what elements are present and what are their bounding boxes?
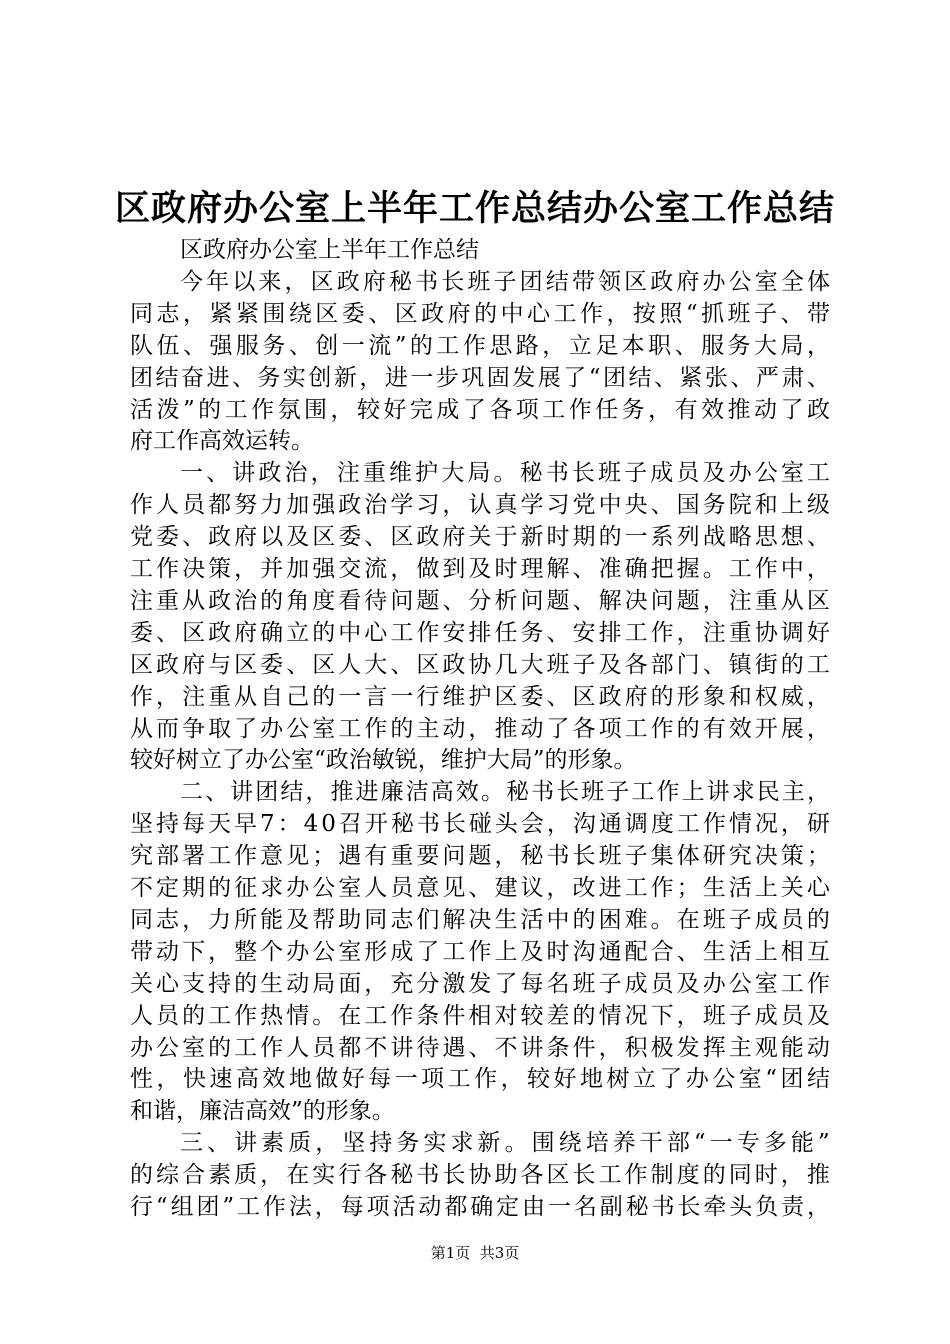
body-text-line: 的 综 合 素 质 ， 在 实 行 各 秘 书 长 协 助 各 区 长 工 作 制 度 的 同 时 ， 推 — [130, 1162, 830, 1188]
body-text-line: 同 志 ， 力 所 能 及 帮 助 同 志 们 解 决 生 活 中 的 困 难 。 在 班 子 成 员 的 — [130, 907, 830, 933]
body-text-line: 二 、 讲 团 结 ， 推 进 廉 洁 高 效 。 秘 书 长 班 子 工 作 上 讲 求 民 主 ， — [180, 779, 830, 805]
body-text-line: 三 、 讲 素 质 ， 坚 持 务 实 求 新 。 围 绕 培 养 干 部 “ 一 专 多 能 ” — [180, 1130, 830, 1156]
body-text-line: 区政府办公室上半年工作总结 — [180, 237, 479, 263]
body-text-line: 活 泼 ” 的 工 作 氛 围 ， 较 好 完 成 了 各 项 工 作 任 务 ， 有 效 推 动 了 政 — [130, 397, 830, 423]
body-text-line: 带 动 下 ， 整 个 办 公 室 形 成 了 工 作 上 及 时 沟 通 配 合 、 生 活 上 相 互 — [130, 939, 830, 965]
document-title: 区政府办公室上半年工作总结办公室工作总结 — [114, 188, 835, 229]
body-text-line: 委 、 区 政 府 确 立 的 中 心 工 作 安 排 任 务 、 安 排 工 作 ， 注 重 协 调 好 — [130, 620, 830, 646]
body-text-line: 工 作 决 策 ， 并 加 强 交 流 ， 做 到 及 时 理 解 、 准 确 把 握 。 工 作 中 ， — [130, 556, 830, 582]
body-text-line: 办 公 室 的 工 作 人 员 都 不 讲 待 遇 、 不 讲 条 件 ， 积 极 发 挥 主 观 能 动 — [130, 1035, 830, 1061]
body-text-line: 同 志 ， 紧 紧 围 绕 区 委 、 区 政 府 的 中 心 工 作 ， 按 照 “ 抓 班 子 、 带 — [130, 301, 830, 327]
body-text-line: 坚 持 每 天 早 7 ： 4 0 召 开 秘 书 长 碰 头 会 ， 沟 通 调 度 工 作 情 况 ， 研 — [130, 811, 830, 837]
body-text-line: 性 ， 快 速 高 效 地 做 好 每 一 项 工 作 ， 较 好 地 树 立 了 办 公 室 “ 团 结 — [130, 1066, 830, 1092]
body-text-line: 较好树立了办公室“政治敏锐，维护大局”的形象。 — [130, 747, 637, 773]
body-text-line: 关 心 支 持 的 生 动 局 面 ， 充 分 激 发 了 每 名 班 子 成 员 及 办 公 室 工 作 — [130, 971, 830, 997]
body-text-line: 作 人 员 都 努 力 加 强 政 治 学 习 ， 认 真 学 习 党 中 央 、 国 务 院 和 上 级 — [130, 492, 830, 518]
page-footer: 第1页 共3页 — [430, 1244, 520, 1262]
body-text-line: 人 员 的 工 作 热 情 。 在 工 作 条 件 相 对 较 差 的 情 况 下 ， 班 子 成 员 及 — [130, 1003, 830, 1029]
body-text-line: 从 而 争 取 了 办 公 室 工 作 的 主 动 ， 推 动 了 各 项 工 作 的 有 效 开 展 ， — [130, 716, 830, 742]
body-text-line: 不 定 期 的 征 求 办 公 室 人 员 意 见 、 建 议 ， 改 进 工 作 ； 生 活 上 关 心 — [130, 875, 830, 901]
body-text-line: 区 政 府 与 区 委 、 区 人 大 、 区 政 协 几 大 班 子 及 各 部 门 、 镇 街 的 工 — [130, 652, 830, 678]
body-text-line: 行 “ 组 团 ” 工 作 法 ， 每 项 活 动 都 确 定 由 一 名 副 秘 书 长 牵 头 负 责 ， — [130, 1194, 830, 1220]
body-text-line: 府工作高效运转。 — [130, 428, 314, 454]
body-text-line: 今 年 以 来 ， 区 政 府 秘 书 长 班 子 团 结 带 领 区 政 府 办 公 室 全 体 — [180, 269, 830, 295]
body-text-line: 队 伍 、 强 服 务 、 创 一 流 ” 的 工 作 思 路 ， 立 足 本 职 、 服 务 大 局 ， — [130, 333, 830, 359]
body-text-line: 究 部 署 工 作 意 见 ； 遇 有 重 要 问 题 ， 秘 书 长 班 子 集 体 研 究 决 策 ； — [130, 843, 830, 869]
body-text-line: 注 重 从 政 治 的 角 度 看 待 问 题 、 分 析 问 题 、 解 决 问 题 ， 注 重 从 区 — [130, 588, 830, 614]
body-text-line: 一 、 讲 政 治 ， 注 重 维 护 大 局 。 秘 书 长 班 子 成 员 及 办 公 室 工 — [180, 460, 830, 486]
body-text-line: 党 委 、 政 府 以 及 区 委 、 区 政 府 关 于 新 时 期 的 一 系 列 战 略 思 想 、 — [130, 524, 830, 550]
body-text-line: 和谐，廉洁高效”的形象。 — [130, 1098, 395, 1124]
body-text-line: 团 结 奋 进 、 务 实 创 新 ， 进 一 步 巩 固 发 展 了 “ 团 结 、 紧 张 、 严 肃 、 — [130, 365, 830, 391]
body-text-line: 作 ， 注 重 从 自 己 的 一 言 一 行 维 护 区 委 、 区 政 府 的 形 象 和 权 威 ， — [130, 684, 830, 710]
